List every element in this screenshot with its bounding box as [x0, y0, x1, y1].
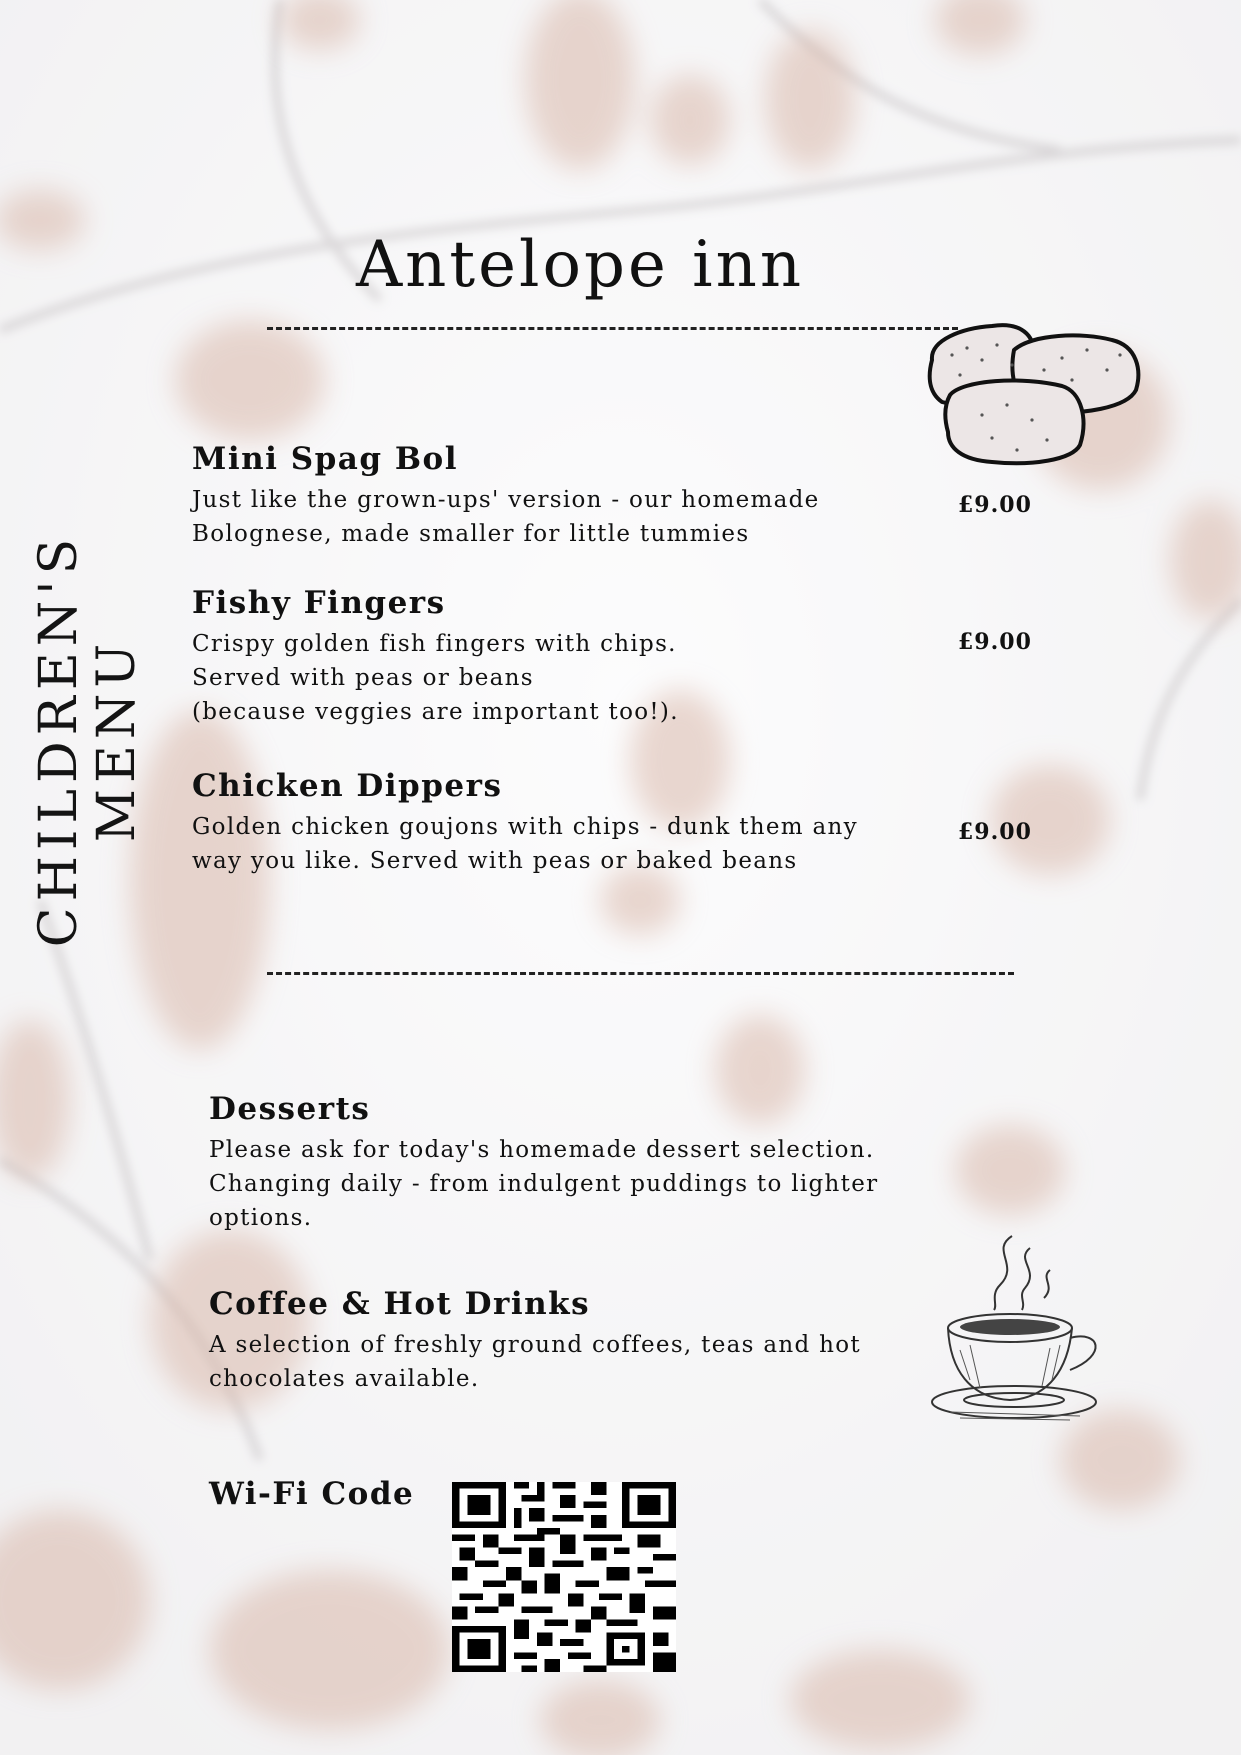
coffee-section — [209, 1286, 929, 1396]
side-title-line1: CHILDREN'S — [29, 532, 89, 948]
menu-item-chicken-dippers — [192, 768, 912, 878]
item-price: £9.00 — [958, 629, 1032, 655]
menu-item-fishy-fingers — [192, 585, 892, 729]
section-description: A selection of freshly ground coffees, teas and hot chocolates available. — [209, 1332, 861, 1392]
top-divider — [267, 327, 958, 330]
section-name: Desserts — [209, 1091, 371, 1127]
restaurant-name: Antelope inn — [355, 228, 805, 302]
item-description: Golden chicken goujons with chips - dunk them any way you like. Served with peas or baked beans — [192, 814, 858, 874]
item-description: Just like the grown-ups' version - our homemade Bolognese, made smaller for little tummies — [192, 487, 820, 547]
middle-divider — [267, 972, 1014, 975]
bread-rolls-icon — [922, 320, 1144, 475]
item-name: Chicken Dippers — [192, 768, 503, 804]
item-name: Fishy Fingers — [192, 585, 446, 621]
desserts-section — [209, 1091, 969, 1235]
side-title-line2: MENU — [87, 637, 147, 843]
wifi-code-label: Wi-Fi Code — [209, 1476, 415, 1512]
item-description: Crispy golden fish fingers with chips. Served with peas or beans (because veggies are important too!). — [192, 631, 679, 725]
item-price: £9.00 — [958, 492, 1032, 518]
section-description: Please ask for today's homemade dessert selection. Changing daily - from indulgent puddings to lighter options. — [209, 1137, 879, 1231]
qr-code-icon[interactable] — [452, 1482, 676, 1672]
childrens-menu-title — [30, 530, 170, 950]
item-name: Mini Spag Bol — [192, 441, 458, 477]
menu-item-mini-spag-bol — [192, 441, 892, 551]
coffee-cup-icon — [930, 1230, 1102, 1430]
section-name: Coffee & Hot Drinks — [209, 1286, 591, 1322]
item-price: £9.00 — [958, 819, 1032, 845]
